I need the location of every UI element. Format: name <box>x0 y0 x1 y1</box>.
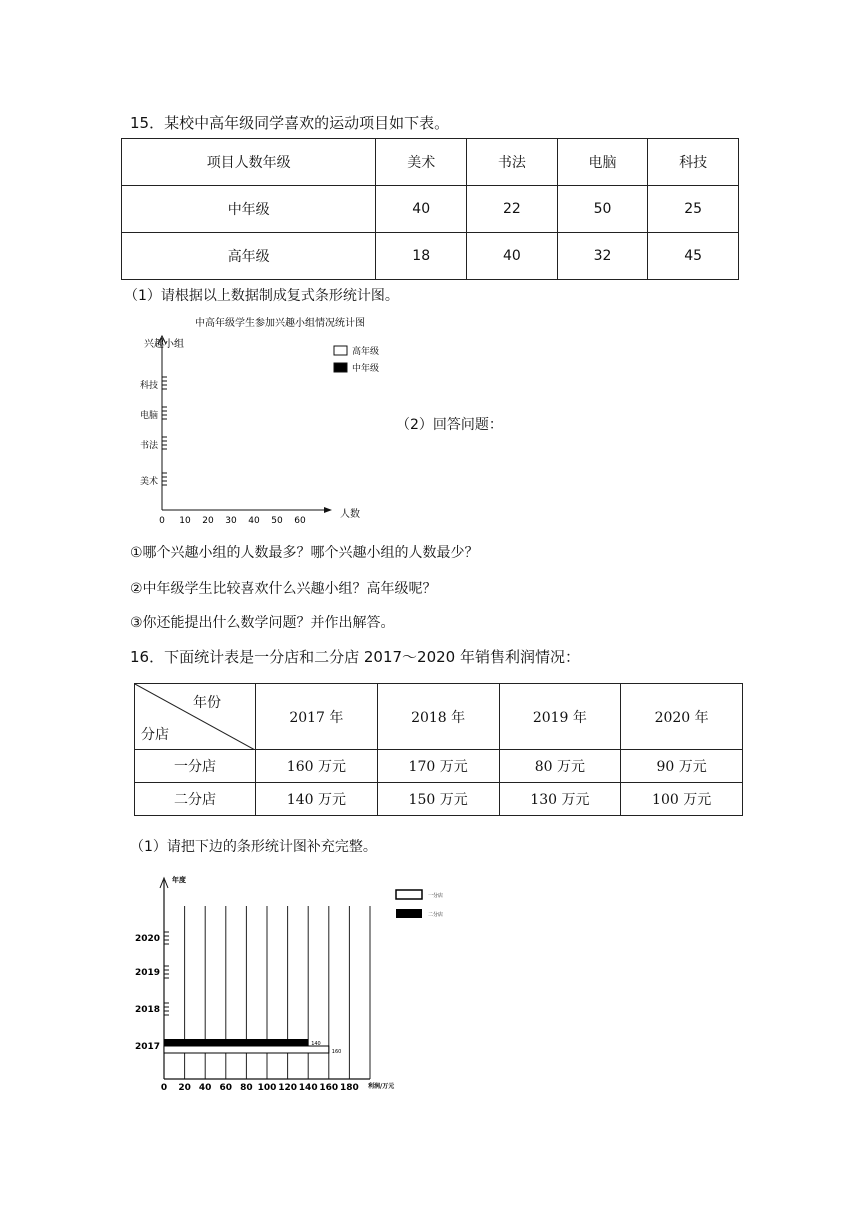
x-axis-label: 利润/万元 <box>368 1083 395 1090</box>
table-cell: 100 万元 <box>621 783 743 816</box>
q15-question-1: ①哪个兴趣小组的人数最多？哪个兴趣小组的人数最少？ <box>130 545 479 561</box>
table-cell: 90 万元 <box>621 750 743 783</box>
bar-branch2-2017 <box>164 1039 308 1046</box>
y-tick-label: 书法 <box>139 441 158 451</box>
y-axis-label: 兴趣小组 <box>144 339 184 350</box>
x-tick-label: 40 <box>198 1083 212 1093</box>
y-tick-label: 2020 <box>134 934 160 944</box>
corner-bottom-label: 分店 <box>141 727 169 743</box>
x-tick-label: 60 <box>219 1083 233 1093</box>
table-row-label: 二分店 <box>135 783 256 816</box>
table-row <box>122 233 739 280</box>
x-tick-label: 40 <box>248 516 260 526</box>
y-tick-label: 2017 <box>134 1042 160 1052</box>
table-cell: 40 <box>376 186 467 233</box>
y-tick-label: 科技 <box>139 381 158 391</box>
x-tick-label: 60 <box>294 516 306 526</box>
x-tick-label: 50 <box>271 516 283 526</box>
table-cell: 22 <box>467 186 558 233</box>
table-cell: 170 万元 <box>377 750 499 783</box>
table-corner-cell <box>135 684 256 750</box>
x-tick-label: 0 <box>160 1083 168 1093</box>
legend-label: 二分店 <box>428 912 444 918</box>
legend-swatch-mid <box>334 363 347 372</box>
legend-label: 一分店 <box>428 893 444 899</box>
q16-title: 16．下面统计表是一分店和二分店 2017～2020 年销售利润情况： <box>130 648 580 666</box>
table-cell: 高年级 <box>122 233 376 280</box>
table-header-cell: 书法 <box>467 139 558 186</box>
table-row <box>135 783 743 816</box>
x-tick-label: 80 <box>240 1083 253 1093</box>
table-cell: 50 <box>557 186 648 233</box>
table-cell: 18 <box>376 233 467 280</box>
chart1 <box>120 310 420 530</box>
y-tick-label: 2019 <box>134 968 160 978</box>
data-label: 140 <box>311 1041 321 1047</box>
x-tick-label: 20 <box>202 516 214 526</box>
table-cell: 45 <box>648 233 739 280</box>
table-header-cell: 2018 年 <box>377 684 499 750</box>
legend-label: 高年级 <box>352 347 380 357</box>
table-row <box>122 139 739 186</box>
table-header-cell: 项目人数年级 <box>122 139 376 186</box>
y-tick-label: 美术 <box>139 477 158 487</box>
legend-label: 中年级 <box>352 364 380 374</box>
table-row <box>135 684 743 750</box>
x-axis-label: 人数 <box>340 509 360 520</box>
q15-part2: （2）回答问题： <box>396 417 503 433</box>
table-row <box>135 750 743 783</box>
chart2 <box>128 866 468 1096</box>
q15-part1: （1）请根据以上数据制成复式条形统计图。 <box>124 288 399 304</box>
q15-title: 15．某校中高年级同学喜欢的运动项目如下表。 <box>130 114 450 132</box>
x-tick-label: 0 <box>159 516 165 526</box>
x-tick-label: 140 <box>298 1083 318 1093</box>
table-cell: 140 万元 <box>256 783 378 816</box>
y-tick-label: 电脑 <box>139 411 158 421</box>
legend-swatch-high <box>334 346 347 355</box>
q15-table <box>121 138 739 280</box>
table-cell: 130 万元 <box>499 783 621 816</box>
table-header-cell: 科技 <box>648 139 739 186</box>
q15-question-3: ③你还能提出什么数学问题？并作出解答。 <box>130 615 395 631</box>
table-cell: 中年级 <box>122 186 376 233</box>
x-axis-arrow <box>324 507 332 513</box>
y-axis-label: 年度 <box>172 876 186 884</box>
x-tick-label: 120 <box>278 1083 297 1093</box>
data-label: 160 <box>331 1049 342 1055</box>
chart-title: 中高年级学生参加兴趣小组情况统计图 <box>195 318 365 329</box>
legend-swatch-branch2 <box>396 909 422 918</box>
table-cell: 150 万元 <box>377 783 499 816</box>
x-tick-label: 180 <box>340 1083 359 1093</box>
legend-swatch-branch1 <box>396 890 422 899</box>
table-cell: 40 <box>467 233 558 280</box>
x-tick-label: 10 <box>179 516 191 526</box>
table-row <box>122 186 739 233</box>
table-header-cell: 2017 年 <box>256 684 378 750</box>
table-cell: 160 万元 <box>256 750 378 783</box>
x-tick-label: 160 <box>319 1083 339 1093</box>
table-header-cell: 美术 <box>376 139 467 186</box>
q16-table <box>134 683 743 816</box>
table-cell: 80 万元 <box>499 750 621 783</box>
table-header-cell: 2020 年 <box>621 684 743 750</box>
table-row-label: 一分店 <box>135 750 256 783</box>
bar-branch1-2017 <box>164 1046 329 1053</box>
table-header-cell: 2019 年 <box>499 684 621 750</box>
y-tick-label: 2018 <box>134 1005 160 1015</box>
corner-top-label: 年份 <box>193 695 221 711</box>
x-tick-label: 30 <box>225 516 237 526</box>
q15-question-2: ②中年级学生比较喜欢什么兴趣小组？高年级呢？ <box>130 581 437 597</box>
table-header-cell: 电脑 <box>557 139 648 186</box>
x-tick-label: 100 <box>257 1083 277 1093</box>
table-cell: 32 <box>557 233 648 280</box>
table-cell: 25 <box>648 186 739 233</box>
x-tick-label: 20 <box>178 1083 191 1093</box>
q16-part1: （1）请把下边的条形统计图补充完整。 <box>130 839 377 855</box>
